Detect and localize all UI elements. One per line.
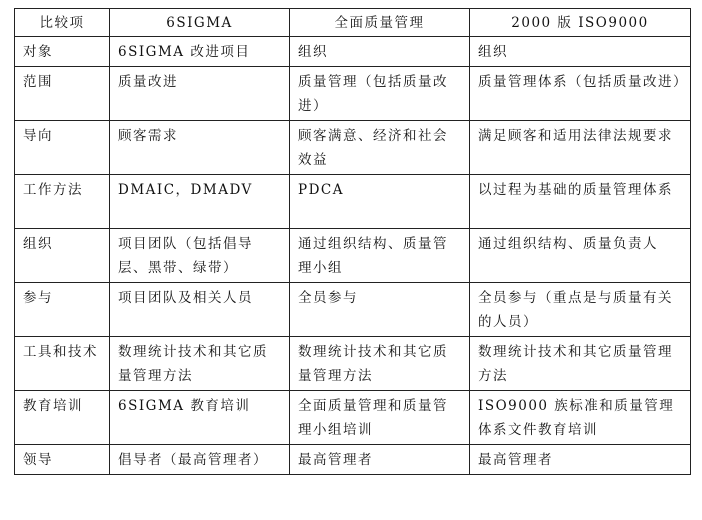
header-6sigma: 6SIGMA xyxy=(110,9,290,37)
table-cell: 质量管理体系（包括质量改进） xyxy=(470,67,691,121)
table-row-orientation xyxy=(15,121,691,175)
table-cell: 通过组织结构、质量管理小组 xyxy=(290,229,470,283)
table-cell: 工具和技术 xyxy=(15,337,110,391)
table-cell: 质量改进 xyxy=(110,67,290,121)
table-cell: 组织 xyxy=(15,229,110,283)
table-row-participation xyxy=(15,283,691,337)
table-cell: 参与 xyxy=(15,283,110,337)
table-cell: 全员参与 xyxy=(290,283,470,337)
table-cell: 数理统计技术和其它质量管理方法 xyxy=(110,337,290,391)
table-cell: 顾客需求 xyxy=(110,121,290,175)
table-cell: 最高管理者 xyxy=(470,445,691,475)
table-cell: 全面质量管理和质量管理小组培训 xyxy=(290,391,470,445)
table-cell: 全员参与（重点是与质量有关的人员） xyxy=(470,283,691,337)
table-cell: 倡导者（最高管理者） xyxy=(110,445,290,475)
table-cell: ISO9000 族标准和质量管理体系文件教育培训 xyxy=(470,391,691,445)
table-cell: 范围 xyxy=(15,67,110,121)
table-row-organization xyxy=(15,229,691,283)
table-cell: 质量管理（包括质量改进） xyxy=(290,67,470,121)
header-tqm: 全面质量管理 xyxy=(290,9,470,37)
table-row-tools xyxy=(15,337,691,391)
table-cell: 满足顾客和适用法律法规要求 xyxy=(470,121,691,175)
table-cell: 组织 xyxy=(470,37,691,67)
table-cell: 领导 xyxy=(15,445,110,475)
table-row-object xyxy=(15,37,691,67)
table-row-scope xyxy=(15,67,691,121)
table-cell: 工作方法 xyxy=(15,175,110,229)
table-cell: 6SIGMA 改进项目 xyxy=(110,37,290,67)
table-row-work-method xyxy=(15,175,691,229)
comparison-table-container xyxy=(14,8,690,475)
table-cell: PDCA xyxy=(290,175,470,229)
table-cell: DMAIC，DMADV xyxy=(110,175,290,229)
table-cell: 数理统计技术和其它质量管理方法 xyxy=(470,337,691,391)
table-cell: 数理统计技术和其它质量管理方法 xyxy=(290,337,470,391)
header-comparison-item: 比较项 xyxy=(15,9,110,37)
table-cell: 项目团队（包括倡导层、黑带、绿带） xyxy=(110,229,290,283)
table-cell: 通过组织结构、质量负责人 xyxy=(470,229,691,283)
comparison-table xyxy=(14,8,691,475)
table-cell: 项目团队及相关人员 xyxy=(110,283,290,337)
table-cell: 顾客满意、经济和社会效益 xyxy=(290,121,470,175)
table-row-leadership xyxy=(15,445,691,475)
table-cell: 以过程为基础的质量管理体系 xyxy=(470,175,691,229)
table-cell: 对象 xyxy=(15,37,110,67)
table-cell: 导向 xyxy=(15,121,110,175)
header-iso9000: 2000 版 ISO9000 xyxy=(470,9,691,37)
table-cell: 6SIGMA 教育培训 xyxy=(110,391,290,445)
table-cell: 组织 xyxy=(290,37,470,67)
table-header-row xyxy=(15,9,691,37)
table-cell: 最高管理者 xyxy=(290,445,470,475)
table-cell: 教育培训 xyxy=(15,391,110,445)
table-row-training xyxy=(15,391,691,445)
